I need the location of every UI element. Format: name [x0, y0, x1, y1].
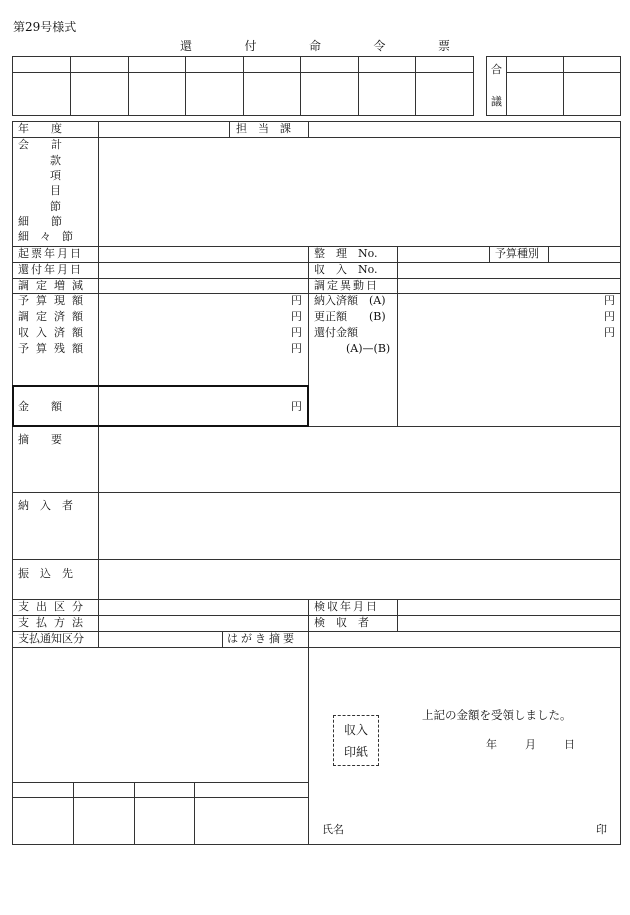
label-kosei-gaku: 更正額 (B) [314, 310, 386, 323]
approval-grid [12, 56, 474, 116]
label-a-minus-b: (A)—(B) [346, 342, 391, 355]
yen-unit: 円 [604, 326, 615, 339]
label-chotei-zumi: 調定済額 [18, 310, 90, 323]
label-kenshu-date: 検収年月日 [314, 600, 379, 613]
label-tanto-ka: 担 当 課 [236, 122, 291, 135]
label-yosan-genkaku: 予算現額 [18, 294, 90, 307]
title-char: 付 [244, 39, 257, 53]
label-tsuchi-kubun: 支払通知区分 [18, 632, 84, 645]
revenue-stamp-box [333, 715, 379, 766]
title-char: 命 [308, 39, 321, 53]
label-moku: 目 [50, 184, 61, 197]
receipt-seal: 印 [596, 823, 607, 836]
label-kingaku: 金 額 [18, 400, 62, 413]
label-yosan-shubetsu: 予算種別 [495, 247, 539, 260]
main-form [12, 121, 621, 845]
consultation-label-bottom: 議 [491, 95, 502, 108]
label-seiri-no: 整 理 No. [314, 247, 378, 260]
page-title [180, 38, 450, 54]
stamp-line-2: 印紙 [343, 744, 368, 759]
label-kanpu-date: 還付年月日 [18, 263, 83, 276]
consultation-label-top: 合 [491, 63, 502, 76]
receipt-date: 年 月 日 [486, 738, 577, 751]
label-furikomi: 振 込 先 [18, 567, 73, 580]
label-kihyo-date: 起票年月日 [18, 247, 83, 260]
label-kaikei: 会 計 [18, 138, 62, 151]
form-number: 第29号様式 [13, 20, 77, 34]
label-yosan-zan: 予算残額 [18, 342, 90, 355]
label-kenshusha: 検 収 者 [314, 616, 369, 629]
yen-unit: 円 [291, 400, 302, 413]
label-chotei-zogen: 調定増減 [18, 279, 90, 292]
label-shishutsu-kubun: 支出区分 [18, 600, 90, 613]
label-nonyusha: 納 入 者 [18, 499, 73, 512]
label-shiharai-hoho: 支払方法 [18, 616, 90, 629]
label-kanpu-kingaku: 還付金額 [314, 326, 358, 339]
label-shunyu-zumi: 収入済額 [18, 326, 90, 339]
label-nendo: 年 度 [18, 122, 62, 135]
receipt-statement: 上記の金額を受領しました。 [422, 708, 572, 722]
title-char: 還 [180, 39, 193, 53]
label-saisetsu: 細 節 [18, 215, 62, 228]
label-kan: 款 [50, 154, 61, 167]
consultation-grid [486, 56, 621, 116]
stamp-line-1: 収入 [343, 722, 368, 737]
yen-unit: 円 [291, 342, 302, 355]
title-char: 票 [437, 39, 450, 53]
title-char: 令 [373, 39, 386, 53]
label-tekiyo: 摘 要 [18, 433, 62, 446]
label-chotei-ido-date: 調定異動日 [314, 279, 379, 292]
label-shunyu-no: 収 入 No. [314, 263, 378, 276]
yen-unit: 円 [291, 310, 302, 323]
label-nonyu-zumi: 納入済額 (A) [314, 294, 386, 307]
receipt-name-label: 氏名 [322, 823, 344, 836]
label-setsu: 節 [50, 200, 61, 213]
label-saisaisetsu: 細 々 節 [18, 230, 73, 243]
yen-unit: 円 [291, 294, 302, 307]
label-kou: 項 [50, 169, 61, 182]
label-hagaki-tekiyo: はがき摘要 [227, 632, 297, 645]
yen-unit: 円 [604, 294, 615, 307]
yen-unit: 円 [604, 310, 615, 323]
yen-unit: 円 [291, 326, 302, 339]
